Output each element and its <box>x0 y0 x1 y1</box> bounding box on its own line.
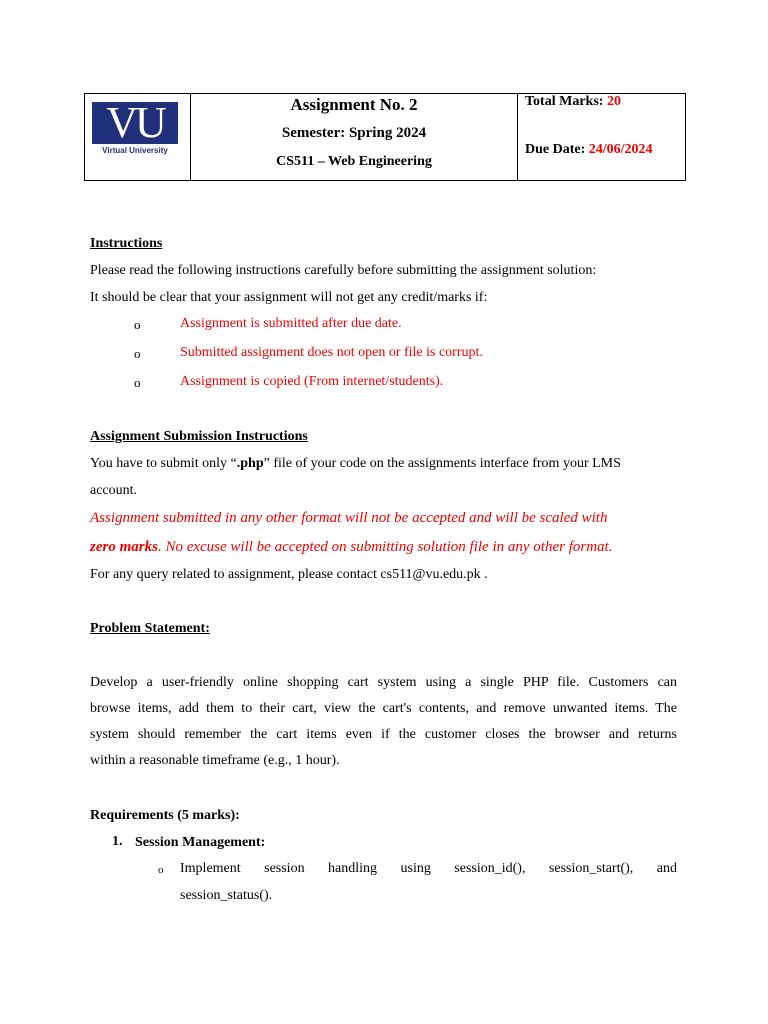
bullet-marker: o <box>134 375 141 390</box>
submission-line-1-pre: You have to submit only “ <box>90 456 237 471</box>
problem-heading: Problem Statement: <box>90 621 210 636</box>
problem-line-1: Develop a user-friendly online shopping cart system using a single PHP file. Customers can <box>90 675 677 690</box>
instruction-bullet-2: Submitted assignment does not open or file is corrupt. <box>180 345 483 360</box>
logo-cell <box>85 94 191 180</box>
submission-line-1-post: ” file of your code on the assignments interface from your LMS <box>263 456 621 471</box>
requirement-detail-line-2: session_status(). <box>180 888 273 903</box>
bullet-marker: o <box>134 346 141 361</box>
instructions-heading: Instructions <box>90 236 163 251</box>
php-extension: .php <box>236 456 264 471</box>
submission-line-2: account. <box>90 483 138 498</box>
total-marks <box>525 94 621 110</box>
problem-line-4: within a reasonable timeframe (e.g., 1 hour). <box>90 753 340 768</box>
instruction-bullet-3: Assignment is copied (From internet/students). <box>180 374 444 389</box>
requirements-heading: Requirements (5 marks): <box>90 808 240 823</box>
course-name: CS511 – Web Engineering <box>276 154 432 169</box>
logo-text: VU <box>106 98 164 147</box>
format-warning-line-2 <box>90 538 612 556</box>
due-date <box>525 142 653 158</box>
requirement-detail-line-1: Implement session handling using session_id(), session_start(), and <box>180 861 677 876</box>
requirement-title: Session Management: <box>135 835 266 850</box>
requirement-number: 1. <box>112 834 123 849</box>
problem-line-2: browse items, add them to their cart, view the cart's contents, and remove unwanted items. The <box>90 701 677 716</box>
problem-line-3: system should remember the cart items even if the customer closes the browser and returns <box>90 727 677 742</box>
due-date-value: 24/06/2024 <box>588 142 653 157</box>
submission-line-1 <box>90 455 621 473</box>
bullet-marker: o <box>134 317 141 332</box>
contact-line: For any query related to assignment, please contact cs511@vu.edu.pk . <box>90 567 488 582</box>
instructions-line-1: Please read the following instructions carefully before submitting the assignment solution: <box>90 263 597 278</box>
zero-marks: zero marks <box>90 539 158 555</box>
submission-heading: Assignment Submission Instructions <box>90 429 308 444</box>
instructions-line-2: It should be clear that your assignment will not get any credit/marks if: <box>90 290 488 305</box>
semester: Semester: Spring 2024 <box>281 125 427 141</box>
total-marks-label: Total Marks: <box>525 94 607 109</box>
due-date-label: Due Date: <box>525 142 589 157</box>
assignment-title: Assignment No. 2 <box>290 95 418 114</box>
logo-badge <box>92 98 178 147</box>
total-marks-value: 20 <box>606 94 621 109</box>
format-warning-line-1: Assignment submitted in any other format will not be accepted and will be scaled with <box>90 510 608 526</box>
vu-logo <box>92 98 178 158</box>
assignment-header-table <box>84 93 686 181</box>
logo-caption: Virtual University <box>102 146 168 155</box>
instruction-bullet-1: Assignment is submitted after due date. <box>180 316 402 331</box>
marks-cell <box>518 94 685 180</box>
format-warning-rest: . No excuse will be accepted on submitting solution file in any other format. <box>157 539 613 555</box>
title-cell <box>191 94 518 180</box>
sub-bullet-marker: o <box>158 864 164 876</box>
